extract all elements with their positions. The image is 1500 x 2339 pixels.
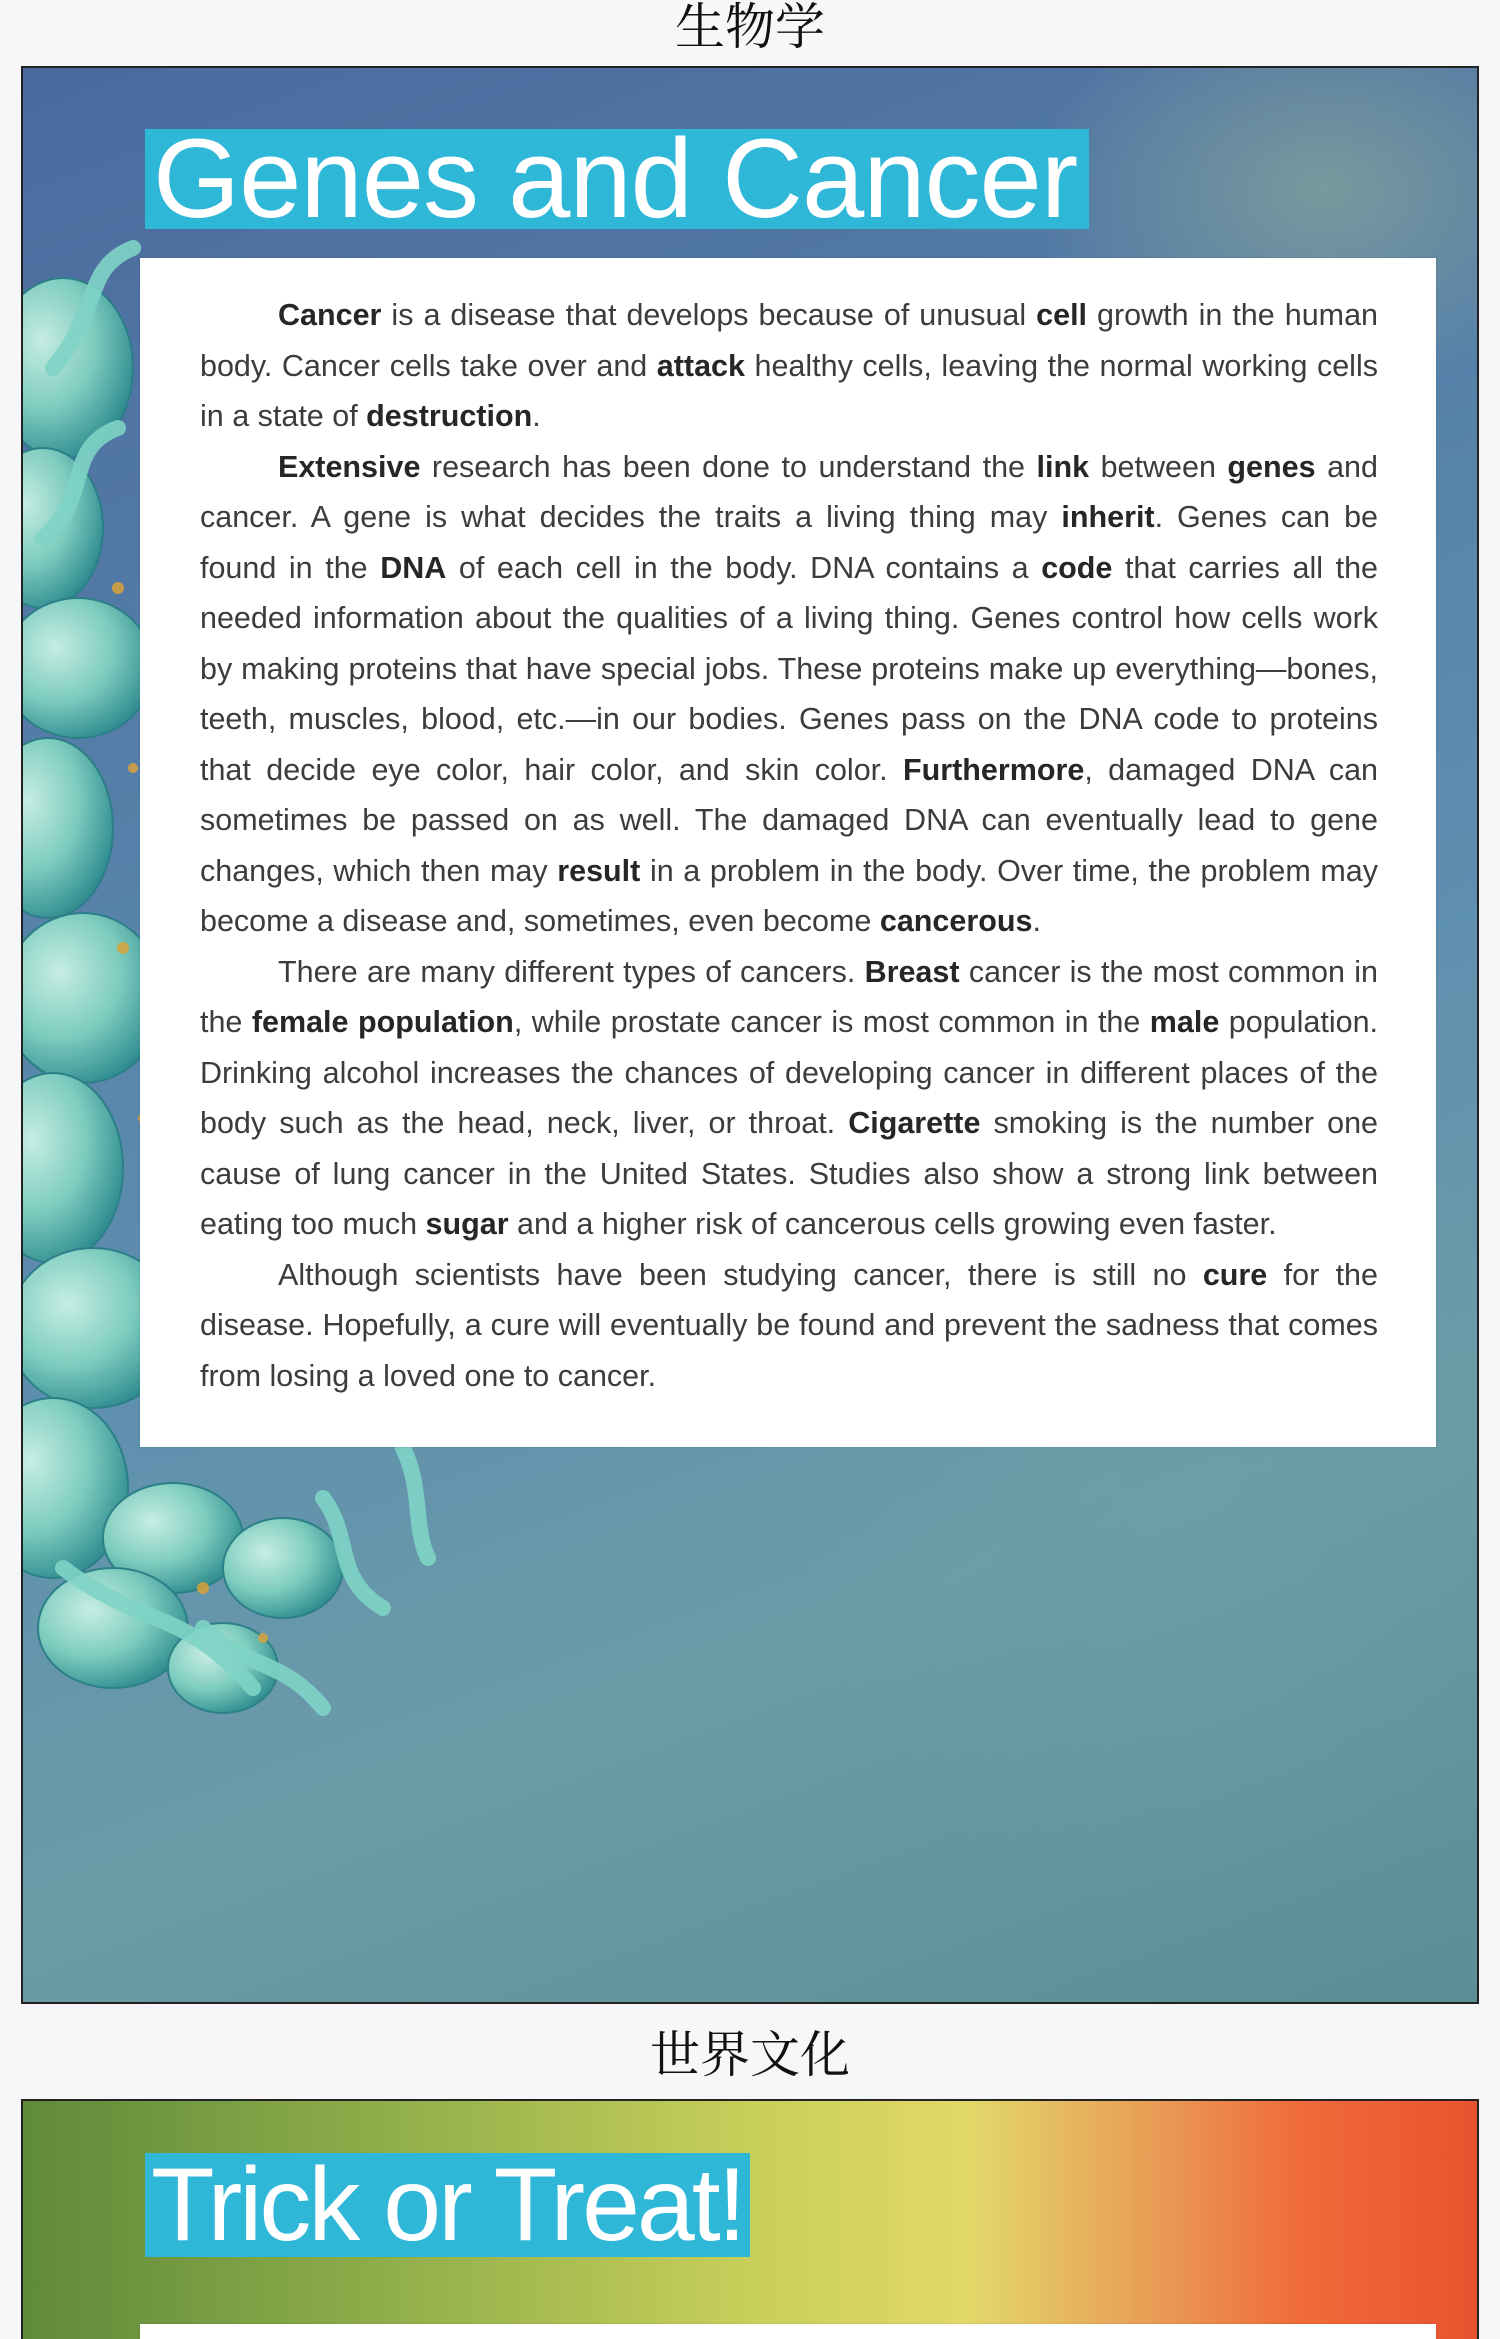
paragraph-text: that carries all the needed information about the qualities of a living thing. Genes control how cells work by making proteins that have special jobs. These proteins make up everything—bones, teeth, muscles, blood, etc.—in our bodies. Genes pass on the DNA code to proteins that decide eye color, hair color, and skin color. [200,550,1378,787]
article-title: Trick or Treat! [145,2153,750,2257]
vocabulary-word: Furthermore [902,752,1085,787]
vocabulary-word: inherit [1061,500,1155,534]
vocabulary-word: genes [1227,449,1316,484]
vocabulary-word: code [1041,550,1113,585]
vocabulary-word: destruction [366,399,533,433]
paragraph-text: and cancer. A gene is what decides the traits a living thing may [200,449,1378,534]
vocabulary-word: Cigarette [848,1106,981,1140]
vocabulary-word: Cancer [278,298,382,332]
article-page-genes-and-cancer [21,66,1479,2004]
paragraph-text: , while prostate cancer is most common in the [513,1005,1150,1039]
article-paragraph [200,947,1378,1250]
article-title: Genes and Cancer [145,129,1089,229]
vocabulary-word: Breast [864,954,960,989]
section-label-biology: 生物学 [675,0,825,56]
paragraph-text: of each cell in the body. DNA contains a [446,550,1042,585]
paragraph-text: in a problem in the body. Over time, the problem may become a disease and, sometimes, even become [200,853,1378,938]
article-paragraph [200,442,1378,947]
paragraph-text: population. Drinking alcohol increases the chances of developing cancer in different places of the body such as the head, neck, liver, or throat. [200,1005,1379,1140]
vocabulary-word: female population [251,1005,514,1039]
paragraph-text: cancer is the most common in the [200,954,1378,1039]
paragraph-text: . Genes can be found in the [200,500,1378,585]
article-body-card [140,2324,1436,2339]
paragraph-text: , damaged DNA can sometimes be passed on as well. The damaged DNA can eventually lead to gene changes, which then may [200,752,1378,888]
article-page-trick-or-treat [21,2099,1479,2339]
vocabulary-word: DNA [380,550,447,585]
paragraph-text: . [532,399,541,433]
paragraph-text: growth in the human body. Cancer cells take over and [200,298,1378,383]
article-paragraph [200,290,1378,442]
vocabulary-word: link [1036,449,1090,484]
article-paragraph [200,1250,1378,1402]
paragraph-text: smoking is the number one cause of lung cancer in the United States. Studies also show a strong link between eating too much [200,1106,1379,1241]
paragraph-text: There are many different types of cancers. [278,954,865,989]
paragraph-text: for the disease. Hopefully, a cure will eventually be found and prevent the sadness that comes from losing a loved one to cancer. [200,1257,1378,1393]
vocabulary-word: sugar [425,1207,509,1241]
paragraph-text: healthy cells, leaving the normal working cells in a state of [200,348,1378,433]
section-label-world-culture: 世界文化 [650,2026,850,2084]
article-body-text [200,290,1378,1401]
vocabulary-word: cure [1202,1257,1268,1292]
paragraph-text: between [1089,449,1228,484]
vocabulary-word: result [557,853,641,888]
paragraph-text: research has been done to understand the [420,449,1037,484]
vocabulary-word: male [1149,1005,1220,1039]
vocabulary-word: cell [1036,298,1088,332]
vocabulary-word: cancerous [879,904,1033,938]
article-body-card [140,258,1436,1447]
paragraph-text: and a higher risk of cancerous cells growing even faster. [508,1207,1277,1241]
paragraph-text: is a disease that develops because of unusual [381,298,1037,332]
paragraph-text: . [1032,904,1041,938]
vocabulary-word: attack [656,348,745,383]
paragraph-text: Although scientists have been studying cancer, there is still no [278,1257,1203,1292]
vocabulary-word: Extensive [278,449,421,484]
